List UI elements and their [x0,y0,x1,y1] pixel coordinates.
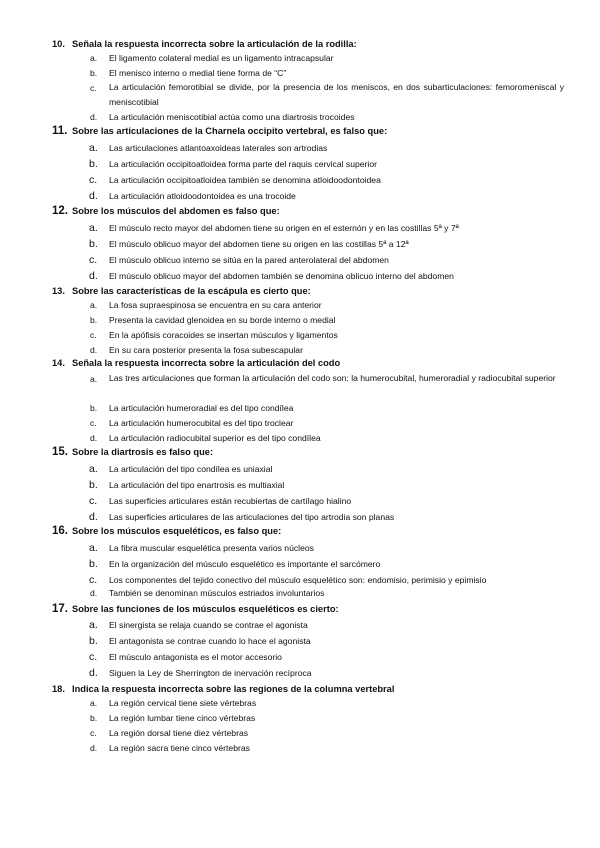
option-text: La fosa supraespinosa se encuentra en su cara anterior [109,300,322,310]
option-text: El antagonista se contrae cuando lo hace el agonista [109,636,311,646]
option-text: La región dorsal tiene diez vértebras [109,728,249,738]
question-number: 18. [52,684,65,694]
option-letter: c. [89,574,98,586]
option-letter: d. [90,345,98,355]
option-letter: c. [89,254,98,266]
option-text: En la organización del músculo esquelético es importante el sarcómero [109,559,381,569]
question-number: 12. [52,205,68,217]
option-text: La fibra muscular esquelética presenta varios núcleos [109,543,314,553]
option-text: El músculo oblicuo mayor del abdomen también se denomina oblicuo interno del abdomen [109,271,454,281]
option-letter: a. [90,374,98,384]
question-text: Sobre los músculos esqueléticos, es falso que: [72,526,282,536]
option-text: Las superficies articulares de las articulaciones del tipo artrodia son planas [109,512,395,522]
option-letter: d. [90,433,98,443]
option-letter: d. [89,667,98,679]
option-text: Las articulaciones atlantoaxoideas laterales son artrodias [109,143,328,153]
option-text: La articulación del tipo enartrosis es multiaxial [109,480,285,490]
option-text: El menisco interno o medial tiene forma de “C” [109,68,287,78]
option-letter: d. [89,270,98,282]
option-letter: c. [89,495,98,507]
option-letter: c. [89,651,98,663]
question-heading [52,125,387,137]
question-heading [52,205,280,217]
option-letter: c. [90,83,97,93]
question-number: 16. [52,525,68,537]
option-letter: a. [90,300,98,310]
option-text: Los componentes del tejido conectivo del músculo esquelético son: endomisio, perimisio y epimisio [109,575,487,585]
option-letter: b. [89,479,98,491]
option-text: Las tres articulaciones que forman la articulación del codo son: la humerocubital, humeroradial y radiocubital superior [109,373,556,383]
option-letter: b. [89,238,98,250]
option-letter: c. [90,728,97,738]
option-letter: a. [89,222,98,234]
question-text: Indica la respuesta incorrecta sobre las regiones de la columna vertebral [72,684,395,694]
option-text: La articulación occipitoatloidea forma parte del raquis cervical superior [109,159,377,169]
option-text: El sinergista se relaja cuando se contrae el agonista [109,620,308,630]
option-letter: a. [90,53,98,63]
question-number: 17. [52,603,68,615]
question-text: Señala la respuesta incorrecta sobre la articulación del codo [72,358,341,368]
option-text: La articulación humerocubital es del tipo troclear [109,418,294,428]
option-text: La articulación atloidoodontoidea es una trocoide [109,191,296,201]
option-text: El músculo oblicuo mayor del abdomen tiene su origen en las costillas 5ª a 12ª [109,239,409,249]
option-letter: b. [90,403,98,413]
question-text: Sobre las características de la escápula es cierto que: [72,286,311,296]
option-text: También se denominan músculos estriados involuntarios [109,588,325,598]
option-text: La región cervical tiene siete vértebras [109,698,257,708]
option-text: La región sacra tiene cinco vértebras [109,743,250,753]
option-text: En la apófisis coracoides se insertan músculos y ligamentos [109,330,338,340]
option-letter: a. [89,142,98,154]
option-text: La articulación radiocubital superior es del tipo condílea [109,433,321,443]
option-text: El músculo recto mayor del abdomen tiene su origen en el esternón y en las costillas 5ª y 7ª [109,223,459,233]
question-text: Sobre la diartrosis es falso que: [72,447,214,457]
option-text: El músculo antagonista es el motor accesorio [109,652,282,662]
option-letter: a. [89,542,98,554]
question-number: 14. [52,358,65,368]
question-number: 15. [52,446,68,458]
question-heading [52,603,339,615]
option-letter: b. [90,68,98,78]
option-text: La articulación del tipo condílea es uniaxial [109,464,273,474]
question-text: Sobre las funciones de los músculos esqueléticos es cierto: [72,604,339,614]
option-text: Siguen la Ley de Sherrington de inervación recíproca [109,668,312,678]
question-heading [52,525,281,537]
option-text: En su cara posterior presenta la fosa subescapular [109,345,303,355]
question-number: 13. [52,286,65,296]
option-letter: b. [89,635,98,647]
option-text: El ligamento colateral medial es un ligamento intracapsular [109,53,334,63]
option-letter: c. [90,330,97,340]
option-text: La articulación meniscotibial actúa como una diartrosis trocoides [109,112,355,122]
option-text: El músculo oblicuo interno se sitúa en la pared anterolateral del abdomen [109,255,389,265]
option-letter: d. [90,112,98,122]
option-letter: b. [90,713,98,723]
question-heading [52,285,311,297]
question-number: 10. [52,39,65,49]
question-heading [52,446,213,458]
option-text: La articulación occipitoatloidea también se denomina atloidoodontoidea [109,175,381,185]
question-text: Sobre las articulaciones de la Charnela occipito vertebral, es falso que: [72,126,388,136]
question-number: 11. [52,125,68,137]
option-letter: d. [90,588,98,598]
question-text: Señala la respuesta incorrecta sobre la articulación de la rodilla: [72,39,357,49]
option-letter: d. [90,743,98,753]
option-letter: c. [90,418,97,428]
option-letter: b. [90,315,98,325]
option-letter: a. [89,619,98,631]
option-letter: d. [89,190,98,202]
option-text: La articulación femorotibial se divide, por la presencia de los meniscos, en dos subarticulaciones: femoromeniscal y meniscotibial [109,82,564,107]
question-heading [52,357,340,369]
option-letter: d. [89,511,98,523]
option-text: La articulación humeroradial es del tipo condílea [109,403,294,413]
question-text: Sobre los músculos del abdomen es falso que: [72,206,280,216]
option-letter: b. [89,158,98,170]
option-text: Las superficies articulares están recubiertas de cartílago hialino [109,496,352,506]
option-text: La región lumbar tiene cinco vértebras [109,713,256,723]
option-letter: c. [89,174,98,186]
option-letter: b. [89,558,98,570]
question-heading [52,38,357,50]
option-letter: a. [90,698,98,708]
option-text: Presenta la cavidad glenoidea en su borde interno o medial [109,315,336,325]
option-letter: a. [89,463,98,475]
question-heading [52,683,394,695]
